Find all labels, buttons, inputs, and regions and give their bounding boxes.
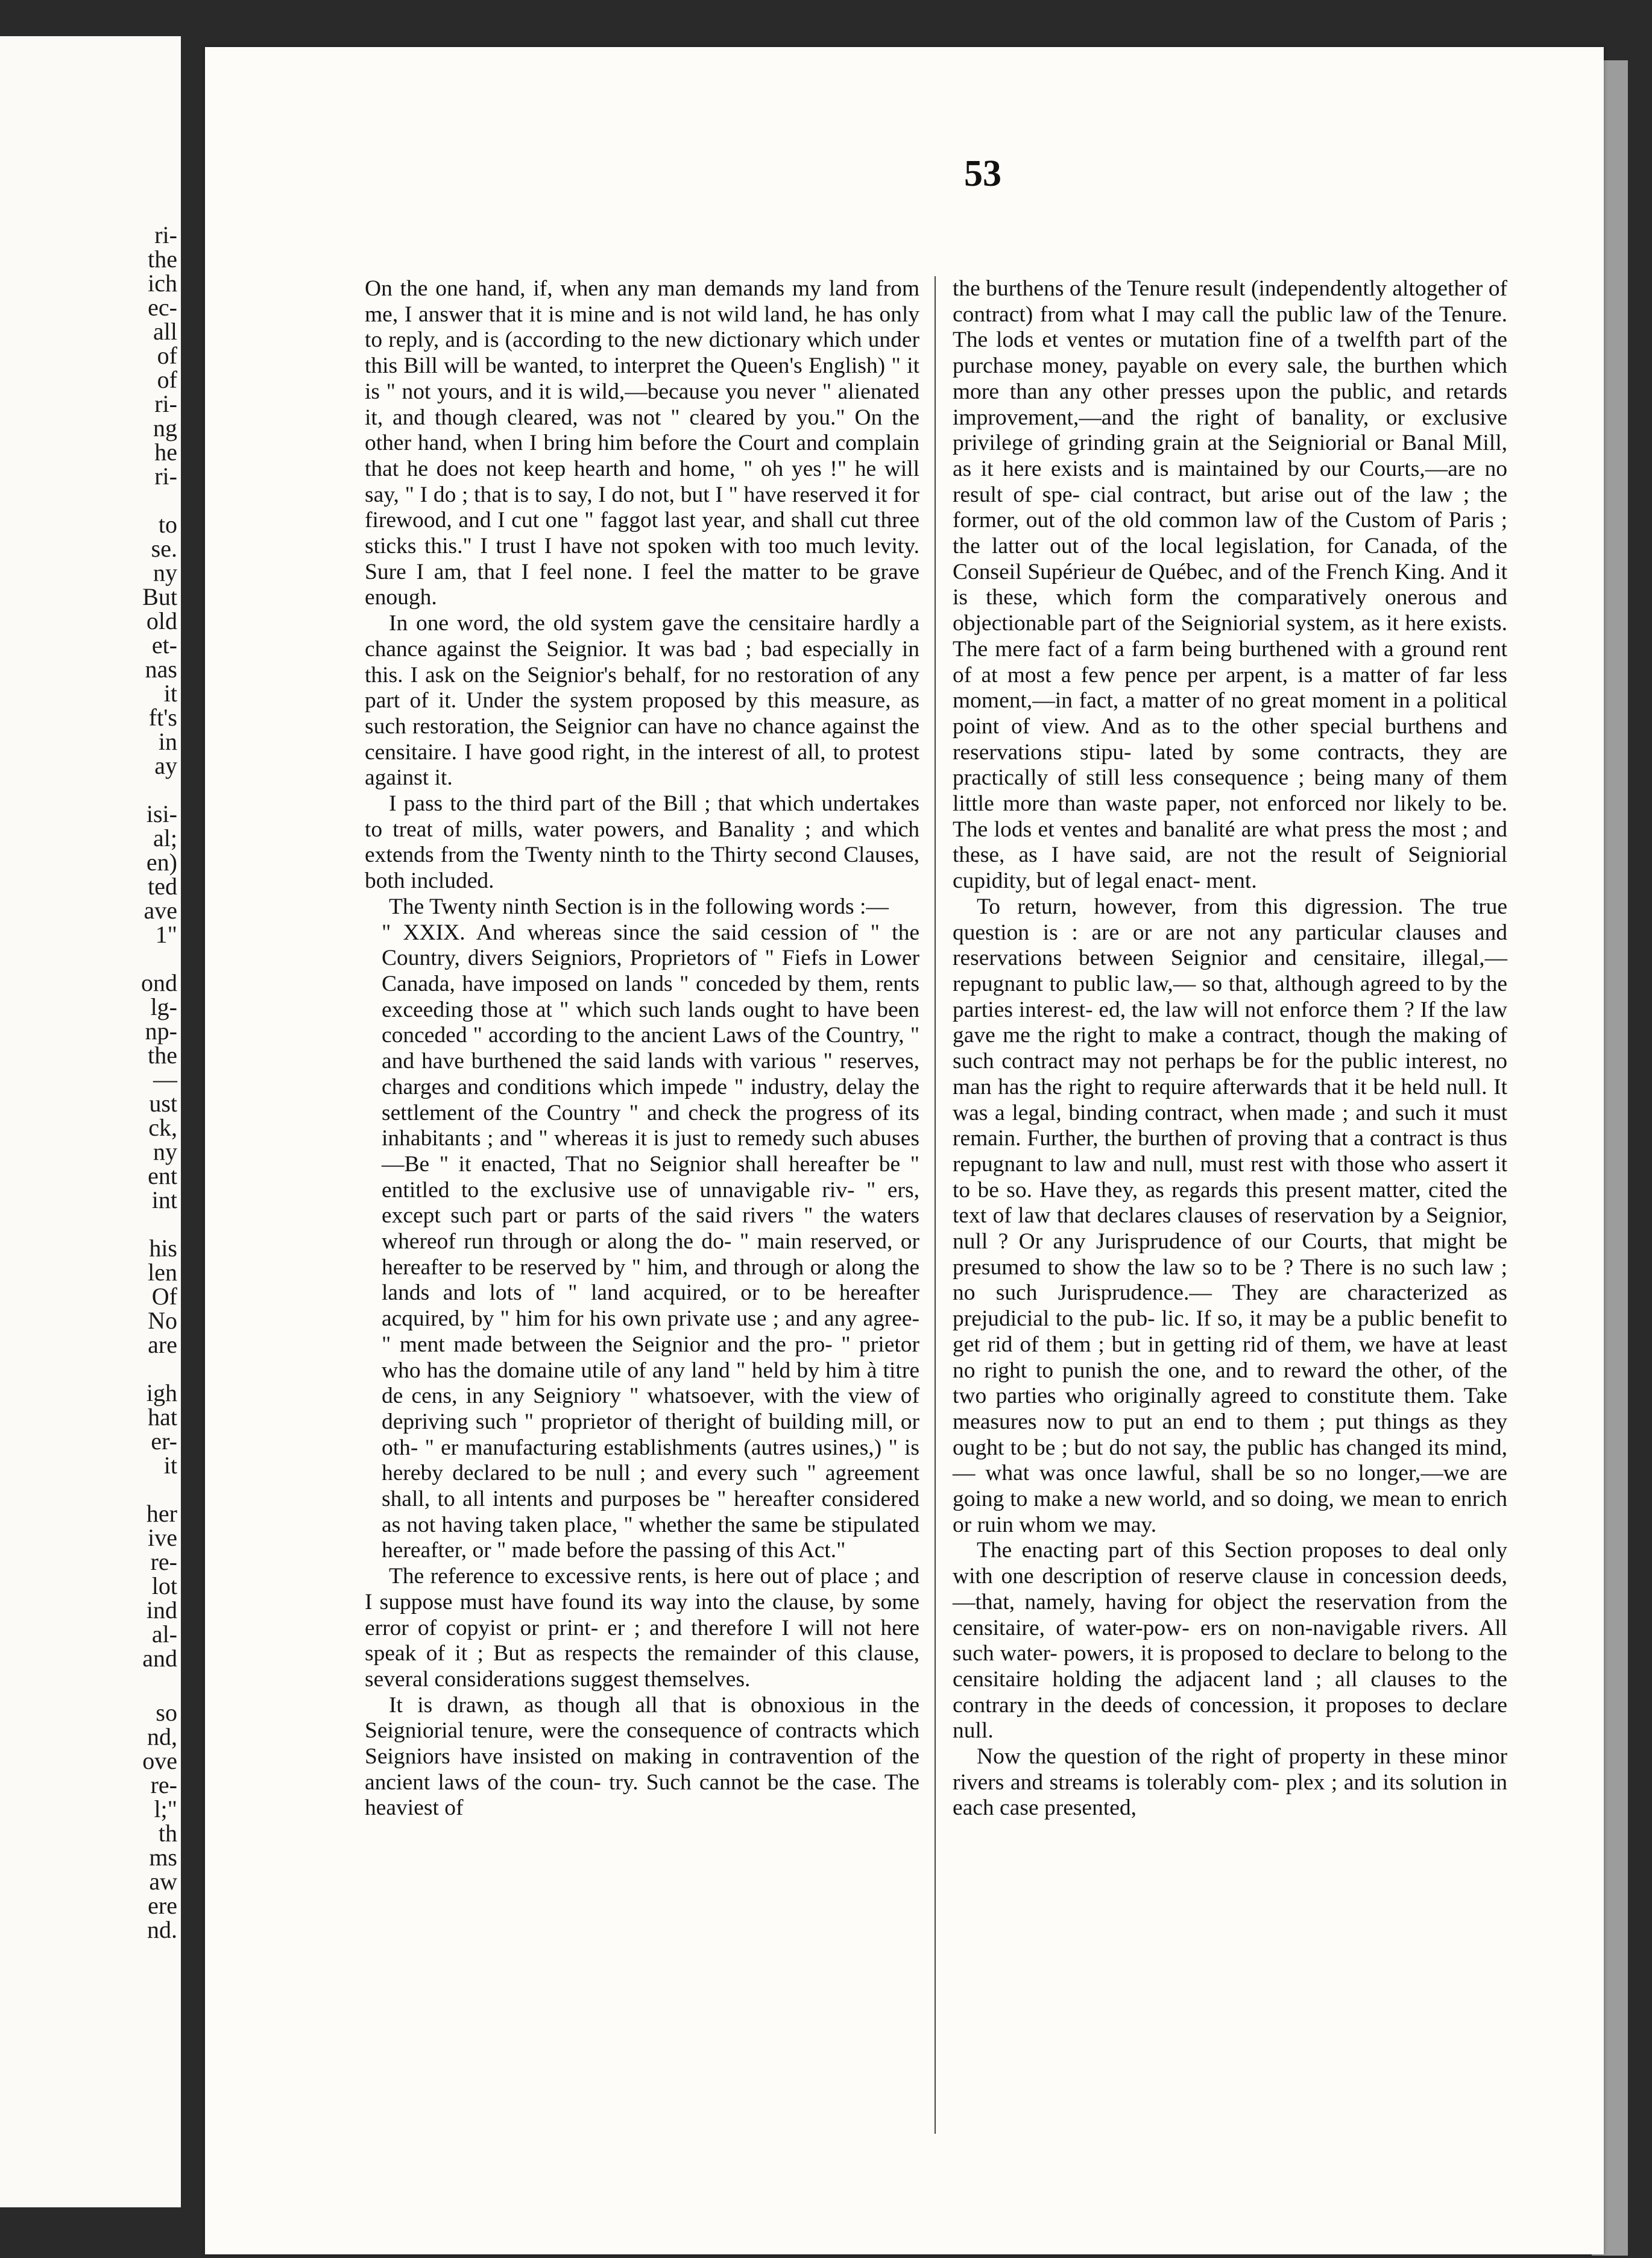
prev-page-fragment: ri-	[154, 390, 177, 417]
paragraph: In one word, the old system gave the censitaire hardly a chance against the Seignior. It was bad ; bad especially in this. I ask on the Seignior's behalf, for no restoration of any part of it. Under the system proposed by this measure, as such restoration, the Seignior can have no chance against the censitaire. I have good right, in the interest of all, to protest against it.	[365, 611, 919, 791]
prev-page-fragment: Of	[151, 1283, 177, 1310]
previous-page-edge	[0, 36, 181, 2207]
prev-page-fragment: en)	[146, 849, 177, 876]
prev-page-fragment: all	[153, 318, 177, 345]
prev-page-fragment: ms	[149, 1844, 177, 1871]
prev-page-fragment: ind	[146, 1596, 177, 1624]
right-column	[953, 276, 1507, 1821]
prev-page-fragment: of	[157, 366, 177, 393]
prev-page-fragment: ny	[153, 1138, 177, 1165]
prev-page-fragment: of	[157, 342, 177, 369]
prev-page-fragment: lot	[151, 1572, 177, 1599]
prev-page-fragment: and	[142, 1645, 177, 1672]
left-column	[365, 276, 919, 1821]
prev-page-fragment: aw	[149, 1868, 177, 1895]
prev-page-fragment: the	[148, 1042, 177, 1069]
prev-page-fragment: ny	[153, 559, 177, 586]
paragraph: the burthens of the Tenure result (independently altogether of contract) from what I may call the public law of the Tenure. The lods et ventes or mutation fine of a twelfth part of the purchase money, payable on every sale, the burthen which more than any other presses upon the public, and retards improvement,—and the right of banality, or exclusive privilege of grinding grain at the Seigniorial or Banal Mill, as it here exists and is maintained by our Courts,—are no result of spe- cial contract, but arise out of the law ; the former, out of the old common law of the Custom of Paris ; the latter out of the local legislation, for Canada, of the Conseil Supérieur de Québec, and of the French King. And it is these, which form the comparatively onerous and objectionable part of the Seigniorial system, as it here exists. The mere fact of a farm being burthened with a ground rent of at most a few pence per arpent, is a matter of far less moment,—in fact, a matter of no great moment in a political point of view. And as to the other special burthens and reservations stipu- lated by some contracts, they are practically of still less consequence ; being many of them little more than waste paper, not enforced nor likely to be. The lods et ventes and banalité are what press the most ; and these, as I have said, are not the result of Seigniorial cupidity, but of legal enact- ment.	[953, 276, 1507, 894]
paragraph: Now the question of the right of property in these minor rivers and streams is tolerably com- plex ; and its solution in each case presented,	[953, 1744, 1507, 1821]
prev-page-fragment: are	[148, 1331, 177, 1358]
prev-page-fragment: ent	[148, 1162, 177, 1189]
prev-page-fragment: er-	[151, 1428, 177, 1455]
prev-page-fragment: int	[151, 1186, 177, 1213]
prev-page-fragment: ich	[148, 270, 177, 297]
prev-page-fragment: he	[154, 438, 177, 466]
paragraph: The enacting part of this Section proposes to deal only with one description of reserve clause in concession deeds,—that, namely, having for object the reservation from the censitaire, of water-pow- ers on non-navigable rivers. All such water- powers, it is proposed to declare to belong to the censitaire holding the adjacent land ; all clauses to the contrary in the deeds of concession, it proposes to declare null.	[953, 1538, 1507, 1744]
prev-page-fragment: But	[142, 583, 177, 610]
prev-page-fragment: igh	[146, 1379, 177, 1406]
prev-page-fragment: the	[148, 245, 177, 273]
paragraph: To return, however, from this digression. The true question is : are or are not any particular clauses and reservations between Seignior and censitaire, illegal,—repugnant to public law,— so that, although agreed to by the parties interest- ed, the law will not enforce them ? If the law gave me the right to make a contract, though the making of such contract may not perhaps be for the public interest, no man has the right to require afterwards that it be held null. It was a legal, binding contract, when made ; and such it must remain. Further, the burthen of proving that a contract is thus repugnant to law and null, must rest with those who assert it to be so. Have they, as regards this present matter, cited the text of law that declares clauses of reservation by a Seignior, null ? Or any Jurisprudence of our Courts, that might be presumed to show the law so to be ? There is no such law ; no such Jurisprudence.— They are characterized as prejudicial to the pub- lic. If so, it may be a public benefit to get rid of them ; but in getting rid of them, we have at least no right to punish the one, and to reward the other, of the two parties who originally agreed to constitute them. Take measures now to put an end to them ; put things as they ought to be ; but do not say, the public has changed its mind,— what was once lawful, shall be so no longer,—we are going to make a new world, and so doing, we mean to enrich or ruin whom we may.	[953, 894, 1507, 1537]
prev-page-fragment: in	[158, 728, 177, 755]
quoted-section: " XXIX. And whereas since the said cession of " the Country, divers Seigniors, Proprietors of " Fiefs in Lower Canada, have imposed on lands " conceded by them, rents exceeding those at " which such lands ought to have been conceded " according to the ancient Laws of the Country, " and have burthened the said lands with various " reserves, charges and conditions which impede " industry, delay the settlement of the Country " and check the progress of its inhabitants ; and " whereas it is just to remedy such abuses—Be " it enacted, That no Seignior shall hereafter be " entitled to the exclusive use of unnavigable riv- " ers, except such part or parts of the said rivers " the waters whereof run through or along the do- " main reserved, or hereafter to be reserved by " him, and through or along the lands and lots of " land acquired, or to be hereafter acquired, by " him for his own private use ; and any agree- " ment made between the Seignior and the pro- " prietor who has the domaine utile of any land " held by him à titre de cens, in any Seigniory " whatsoever, with the view of depriving such " proprietor of theright of building mill, or oth- " er manufacturing establishments (autres usines,) " is hereby declared to be null ; and every such " agreement shall, to all intents and purposes be " hereafter considered as not having taken place, " whether the same be stipulated hereafter, or " made before the passing of this Act."	[382, 920, 919, 1563]
prev-page-fragment: ec-	[148, 294, 177, 321]
prev-page-fragment: ng	[153, 414, 177, 441]
paragraph: I pass to the third part of the Bill ; that which undertakes to treat of mills, water powers, and Banality ; and which extends from the Twenty ninth to the Thirty second Clauses, both included.	[365, 791, 919, 894]
prev-page-fragment: ust	[149, 1090, 177, 1117]
prev-page-fragment: nas	[145, 656, 177, 683]
prev-page-fragment: se.	[151, 535, 177, 562]
prev-page-fragment: ave	[143, 897, 177, 924]
prev-page-fragment: lg-	[150, 993, 177, 1020]
paragraph: The reference to excessive rents, is here out of place ; and I suppose must have found its way into the clause, by some error of copyist or print- er ; and therefore I will not here speak of it ; But as respects the remainder of this clause, several considerations suggest themselves.	[365, 1564, 919, 1692]
prev-page-fragment: al-	[151, 1621, 177, 1648]
paragraph: It is drawn, as though all that is obnoxious in the Seigniorial tenure, were the consequence of contracts which Seigniors have insisted on making in contravention of the ancient laws of the coun- try. Such cannot be the case. The heaviest of	[365, 1692, 919, 1821]
prev-page-fragment: len	[148, 1259, 177, 1286]
prev-page-fragment: np-	[145, 1017, 177, 1045]
paragraph: On the one hand, if, when any man demands my land from me, I answer that it is mine and is not wild land, he has only to reply, and is (according to the new dictionary which under this Bill will be wanted, to interpret the Queen's English) " it is " not yours, and it is wild,—because you never " alienated it, and though cleared, was not " cleared by you." On the other hand, when I bring him before the Court and complain that he does not keep hearth and home, " oh yes !" he will say, " I do ; that is to say, I do not, but I " have reserved it for firewood, and I cut one " faggot last year, and shall cut three sticks this." I trust I have not spoken with too much levity. Sure I am, that I feel none. I feel the matter to be grave enough.	[365, 276, 919, 610]
prev-page-fragment: l;"	[154, 1795, 177, 1823]
prev-page-fragment: it	[163, 1452, 177, 1479]
prev-page-fragment: al;	[153, 824, 177, 852]
prev-page-fragment: 1"	[155, 921, 177, 948]
prev-page-fragment: re-	[150, 1771, 177, 1798]
prev-page-fragment: ri-	[154, 463, 177, 490]
prev-page-fragment: nd.	[147, 1916, 177, 1943]
prev-page-fragment: ive	[148, 1524, 177, 1551]
prev-page-fragment: ove	[142, 1747, 177, 1774]
prev-page-fragment: ft's	[148, 704, 177, 731]
prev-page-fragment: ere	[148, 1892, 177, 1919]
prev-page-fragment: th	[158, 1820, 177, 1847]
prev-page-fragment: to	[158, 511, 177, 538]
book-page	[205, 47, 1604, 2254]
prev-page-fragment: ay	[154, 752, 177, 779]
prev-page-fragment: it	[163, 680, 177, 707]
prev-page-fragment: re-	[150, 1548, 177, 1575]
paragraph: The Twenty ninth Section is in the following words :—	[389, 894, 889, 919]
prev-page-fragment: nd,	[147, 1723, 177, 1750]
prev-page-fragment: isi-	[146, 800, 177, 827]
prev-page-fragment: et-	[151, 631, 177, 659]
prev-page-fragment: hat	[148, 1403, 177, 1431]
column-divider	[935, 276, 936, 2134]
prev-page-fragment: his	[149, 1235, 177, 1262]
prev-page-fragment: No	[148, 1307, 177, 1334]
prev-page-fragment: ri-	[154, 221, 177, 248]
prev-page-fragment: —	[153, 1066, 177, 1093]
prev-page-fragment: ted	[148, 873, 177, 900]
prev-page-fragment: old	[146, 607, 177, 634]
prev-page-fragment: ck,	[148, 1114, 177, 1141]
prev-page-fragment: her	[146, 1500, 177, 1527]
prev-page-fragment: ond	[141, 969, 177, 996]
prev-page-fragment: so	[156, 1699, 177, 1726]
page-number: 53	[964, 153, 1001, 194]
